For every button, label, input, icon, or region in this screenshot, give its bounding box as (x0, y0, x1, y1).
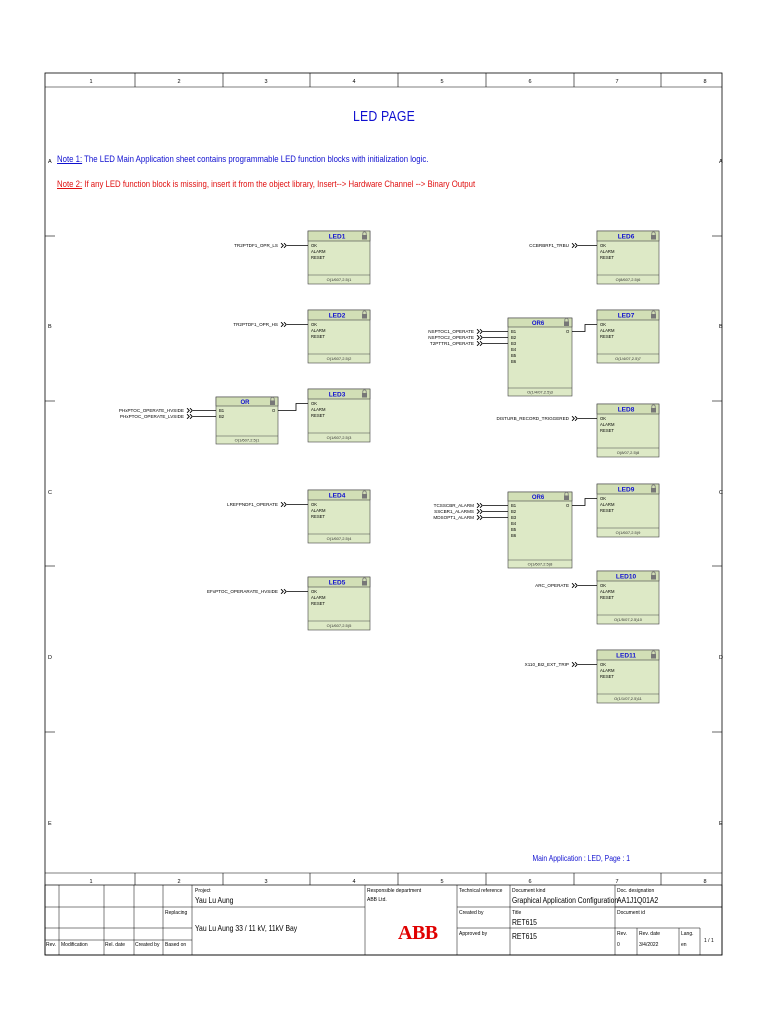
connector-chevrons (572, 243, 577, 248)
row-letter-left: C (48, 490, 52, 496)
connector-chevrons (187, 414, 192, 419)
led-block-led6 (597, 231, 659, 284)
led-port-alarm: ALARM (600, 249, 615, 254)
led-block-footer: O(1/5/07,2.5)10 (613, 617, 643, 622)
led-port-reset: RESET (600, 674, 614, 679)
led-block-led4 (308, 490, 370, 543)
led-block-led3 (308, 389, 370, 442)
led-port-ok: OK (311, 589, 318, 594)
lock-icon (362, 581, 367, 586)
input-signal (428, 329, 508, 334)
input-signal (227, 502, 308, 507)
led-block-name: LED7 (617, 312, 635, 320)
or1-to-led3-wire (278, 404, 308, 411)
led-block-footer: O(1/607,2.5)2 (326, 356, 352, 361)
approved-by-label: Approved by (459, 931, 488, 937)
or-gate-name: OR (240, 400, 250, 406)
led-port-reset: RESET (600, 255, 614, 260)
lock-icon (651, 408, 656, 413)
led-block-footer: O(1/4/07,2.5)7 (615, 356, 641, 361)
led-port-reset: RESET (311, 413, 325, 418)
led-block-footer: O(8/607,2.5)6 (615, 277, 641, 282)
lock-icon (362, 314, 367, 319)
or-port-b2: B2 (219, 414, 225, 419)
column-number-bottom: 8 (703, 879, 707, 885)
page-title: LED PAGE (353, 108, 415, 125)
led-port-alarm: ALARM (311, 407, 326, 412)
note-1-text: The LED Main Application sheet contains programmable LED function blocks with initialization logic. (82, 154, 429, 165)
led-port-ok: OK (600, 322, 607, 327)
title-value-2: RET615 (512, 932, 537, 941)
led-block-name: LED3 (328, 391, 346, 399)
or-gate (508, 492, 572, 568)
or-port-b3: B3 (511, 515, 517, 520)
signal-label: ARC_OPERATE (535, 583, 569, 588)
signal-label: DISTURB_RECORD_TRIGGERED (496, 416, 569, 421)
led-block-name: LED10 (615, 573, 637, 581)
input-signal (497, 416, 598, 421)
or-port-b5: B5 (511, 353, 517, 358)
signal-label: NSPTOC1_OPERATE (428, 329, 474, 334)
led-port-reset: RESET (311, 334, 325, 339)
led-block-led2 (308, 310, 370, 363)
connector-chevrons (477, 503, 482, 508)
connector-chevrons (572, 416, 577, 421)
column-number-bottom: 3 (264, 879, 268, 885)
column-number-top: 6 (528, 79, 532, 85)
led-port-ok: OK (600, 243, 607, 248)
or6-to-led7-wire (572, 325, 597, 332)
led-port-alarm: ALARM (600, 328, 615, 333)
or-gate-body (508, 318, 572, 396)
project-value: Yau Lu Aung (195, 896, 234, 905)
led-port-ok: OK (311, 322, 318, 327)
or-gate-name: OR6 (531, 321, 545, 327)
or-port-output: O (272, 408, 276, 413)
title-label: Title (512, 910, 522, 916)
led-block-led5 (308, 577, 370, 630)
or-port-b5: B5 (511, 527, 517, 532)
column-number-bottom: 7 (615, 879, 619, 885)
col-created-by-label: Created by (135, 942, 160, 948)
row-letter-right: C (719, 490, 723, 496)
or6b-to-led9-wire (572, 499, 597, 506)
led-port-ok: OK (311, 243, 318, 248)
signal-label: MDSOPT1_ALARM (433, 515, 474, 520)
input-signal (234, 243, 308, 248)
led-block-footer: O(1/607,2.5)9 (615, 530, 641, 535)
or-gate-name: OR6 (531, 495, 545, 501)
lock-icon (651, 314, 656, 319)
abb-logo: ABB (398, 922, 438, 944)
column-number-top: 1 (89, 79, 93, 85)
column-number-top: 8 (703, 79, 707, 85)
led-block-footer: O(1/607,2.5)1 (326, 277, 352, 282)
connector-chevrons (281, 243, 286, 248)
lock-icon (651, 488, 656, 493)
lock-icon (362, 494, 367, 499)
input-signal (430, 341, 508, 346)
connector-chevrons (187, 408, 192, 413)
signal-label: NSPTOC2_OPERATE (428, 335, 474, 340)
doc-designation-value: AA1J1Q01A2 (617, 896, 659, 905)
led-block-led11 (597, 650, 659, 703)
signal-label: LREFPNDF1_OPERATE (227, 502, 278, 507)
row-letter-right: D (719, 655, 723, 661)
led-port-reset: RESET (311, 601, 325, 606)
or-port-output: O (566, 503, 570, 508)
led-port-reset: RESET (311, 255, 325, 260)
connector-chevrons (572, 583, 577, 588)
or-port-b4: B4 (511, 347, 517, 352)
technical-ref-label: Technical reference (459, 888, 503, 894)
input-signal (434, 509, 508, 514)
led-block-footer: O(1/607,2.5)3 (326, 435, 352, 440)
signal-label: PHxPTOC_OPERATE_HVSIDE (118, 408, 184, 413)
column-number-bottom: 4 (352, 879, 356, 885)
input-signal (529, 243, 597, 248)
note-2-text: If any LED function block is missing, insert it from the object library, Insert--> Hardware Channel --> Binary Output (82, 179, 476, 190)
or-port-b6: B6 (511, 359, 517, 364)
column-number-top: 7 (615, 79, 619, 85)
lang-value: en (681, 942, 687, 948)
or-port-output: O (566, 329, 570, 334)
rev-date-label: Rev. date (639, 931, 661, 937)
responsible-label: Responsible department (367, 888, 422, 894)
led-block-name: LED6 (617, 233, 635, 241)
signal-label: TR2PTDF1_OPR_HS (233, 322, 278, 327)
signal-label: T2PTTR1_OPERATE (429, 341, 474, 346)
replacing-label: Replacing (165, 910, 188, 916)
lock-icon (651, 654, 656, 659)
row-letter-left: B (48, 324, 52, 330)
led-port-reset: RESET (311, 514, 325, 519)
led-block-footer: O(1/607,2.5)4 (326, 536, 352, 541)
project-label: Project (195, 888, 211, 894)
lock-icon (362, 393, 367, 398)
responsible-value: ABB Ltd. (367, 897, 387, 903)
row-letter-right: B (719, 324, 723, 330)
column-number-bottom: 6 (528, 879, 532, 885)
led-block-led9 (597, 484, 659, 537)
led-block-led7 (597, 310, 659, 363)
connector-chevrons (477, 335, 482, 340)
connector-chevrons (477, 341, 482, 346)
led-port-alarm: ALARM (600, 422, 615, 427)
doc-id-label: Document id (617, 910, 646, 916)
led-port-ok: OK (311, 401, 318, 406)
led-block-name: LED4 (328, 492, 346, 500)
led-block-footer: O(8/07,2.5)8 (616, 450, 640, 455)
led-block-name: LED1 (328, 233, 346, 241)
input-signal (525, 662, 597, 667)
led-port-ok: OK (600, 416, 607, 421)
column-number-bottom: 5 (440, 879, 444, 885)
led-port-alarm: ALARM (600, 668, 615, 673)
led-block-led10 (597, 571, 659, 624)
bay-value: Yau Lu Aung 33 / 11 kV, 11kV Bay (195, 924, 298, 933)
or-port-b3: B3 (511, 341, 517, 346)
or-port-b1: B1 (511, 503, 517, 508)
rev-label: Rev. (617, 931, 627, 937)
column-number-top: 3 (264, 79, 268, 85)
note-2 (57, 179, 475, 190)
led-port-reset: RESET (600, 334, 614, 339)
led-port-reset: RESET (600, 428, 614, 433)
connector-chevrons (477, 329, 482, 334)
led-port-alarm: ALARM (600, 589, 615, 594)
led-port-alarm: ALARM (311, 328, 326, 333)
led-port-reset: RESET (600, 595, 614, 600)
created-by-label: Created by (459, 910, 484, 916)
lang-label: Lang. (681, 931, 694, 937)
led-port-reset: RESET (600, 508, 614, 513)
doc-designation-label: Doc. designation (617, 888, 655, 894)
signal-label: TR2PTDF1_OPR_LS (234, 243, 278, 248)
col-rel-date-label: Rel. date (105, 942, 126, 948)
input-signal (434, 503, 508, 508)
column-number-bottom: 2 (177, 879, 181, 885)
connector-chevrons (477, 509, 482, 514)
or-port-b6: B6 (511, 533, 517, 538)
connector-chevrons (572, 662, 577, 667)
col-modification-label: Modification (61, 942, 88, 948)
lock-icon (270, 401, 275, 406)
lock-icon (564, 496, 569, 501)
input-signal (428, 335, 508, 340)
signal-label: X110_BI2_EXT_TRIP (524, 662, 569, 667)
rev-date-value: 3/4/2022 (639, 942, 659, 948)
main-application-caption: Main Application : LED, Page : 1 (532, 853, 630, 863)
or-gate-body (508, 492, 572, 568)
led-block-name: LED2 (328, 312, 346, 320)
row-letter-right: A (719, 159, 723, 165)
note-1 (57, 154, 428, 165)
column-number-top: 4 (352, 79, 356, 85)
led-block-name: LED8 (617, 406, 635, 414)
or-port-b2: B2 (511, 509, 517, 514)
led-block-footer: O(1/1/07,2.5)11 (614, 696, 642, 701)
led-port-ok: OK (600, 496, 607, 501)
doc-kind-label: Document kind (512, 888, 546, 894)
or-gate-footer: O(1/607,2.5)1 (234, 437, 260, 443)
rev-value: 0 (617, 942, 620, 948)
col-rev-label: Rev. (46, 942, 56, 948)
row-letter-left: A (48, 159, 52, 165)
input-signal (120, 414, 216, 419)
input-signal (233, 322, 308, 327)
led-block-led1 (308, 231, 370, 284)
or-gate (508, 318, 572, 396)
signal-label: CCBRBRF1_TRBU (529, 243, 569, 248)
or-port-b1: B1 (219, 408, 225, 413)
or-gate (216, 397, 278, 444)
led-port-ok: OK (311, 502, 318, 507)
signal-label: SSCBR1_ALARMS (434, 509, 474, 514)
or-port-b4: B4 (511, 521, 517, 526)
signal-label: TCSSCBR_ALARM (433, 503, 474, 508)
sheet-number: 1 / 1 (704, 938, 714, 944)
signal-label: EFxPTOC_OPERARATE_HVSIDE (206, 589, 278, 594)
led-port-alarm: ALARM (311, 595, 326, 600)
or-port-b2: B2 (511, 335, 517, 340)
led-block-footer: O(1/607,2.5)5 (326, 623, 352, 628)
row-letter-left: D (48, 655, 52, 661)
input-signal (119, 408, 216, 413)
led-port-ok: OK (600, 583, 607, 588)
or-gate-footer: O(1/607,2.5)8 (527, 561, 553, 567)
led-block-name: LED9 (617, 486, 635, 494)
title-value: RET615 (512, 918, 537, 927)
connector-chevrons (281, 589, 286, 594)
connector-chevrons (281, 322, 286, 327)
row-letter-right: E (719, 821, 723, 827)
column-number-top: 5 (440, 79, 444, 85)
lock-icon (651, 575, 656, 580)
col-based-on-label: Based on (165, 942, 187, 948)
led-block-name: LED5 (328, 579, 346, 587)
column-number-top: 2 (177, 79, 181, 85)
connector-chevrons (281, 502, 286, 507)
or-port-b1: B1 (511, 329, 517, 334)
led-port-ok: OK (600, 662, 607, 667)
note-2-label: Note 2: (57, 179, 83, 190)
signal-label: PHxPTOC_OPERATE_LVSIDE (119, 414, 184, 419)
doc-kind-value: Graphical Application Configuration (512, 896, 619, 905)
row-letter-left: E (48, 821, 52, 827)
lock-icon (362, 235, 367, 240)
connector-chevrons (477, 515, 482, 520)
lock-icon (651, 235, 656, 240)
input-signal (207, 589, 308, 594)
lock-icon (564, 322, 569, 327)
led-port-alarm: ALARM (311, 249, 326, 254)
note-1-label: Note 1: (57, 154, 83, 165)
led-block-name: LED11 (616, 652, 636, 660)
or-gate-footer: O(1/4/07,2.5)3 (527, 389, 553, 395)
led-port-alarm: ALARM (600, 502, 615, 507)
led-port-alarm: ALARM (311, 508, 326, 513)
led-block-led8 (597, 404, 659, 457)
input-signal (535, 583, 597, 588)
column-number-bottom: 1 (89, 879, 93, 885)
input-signal (433, 515, 508, 520)
